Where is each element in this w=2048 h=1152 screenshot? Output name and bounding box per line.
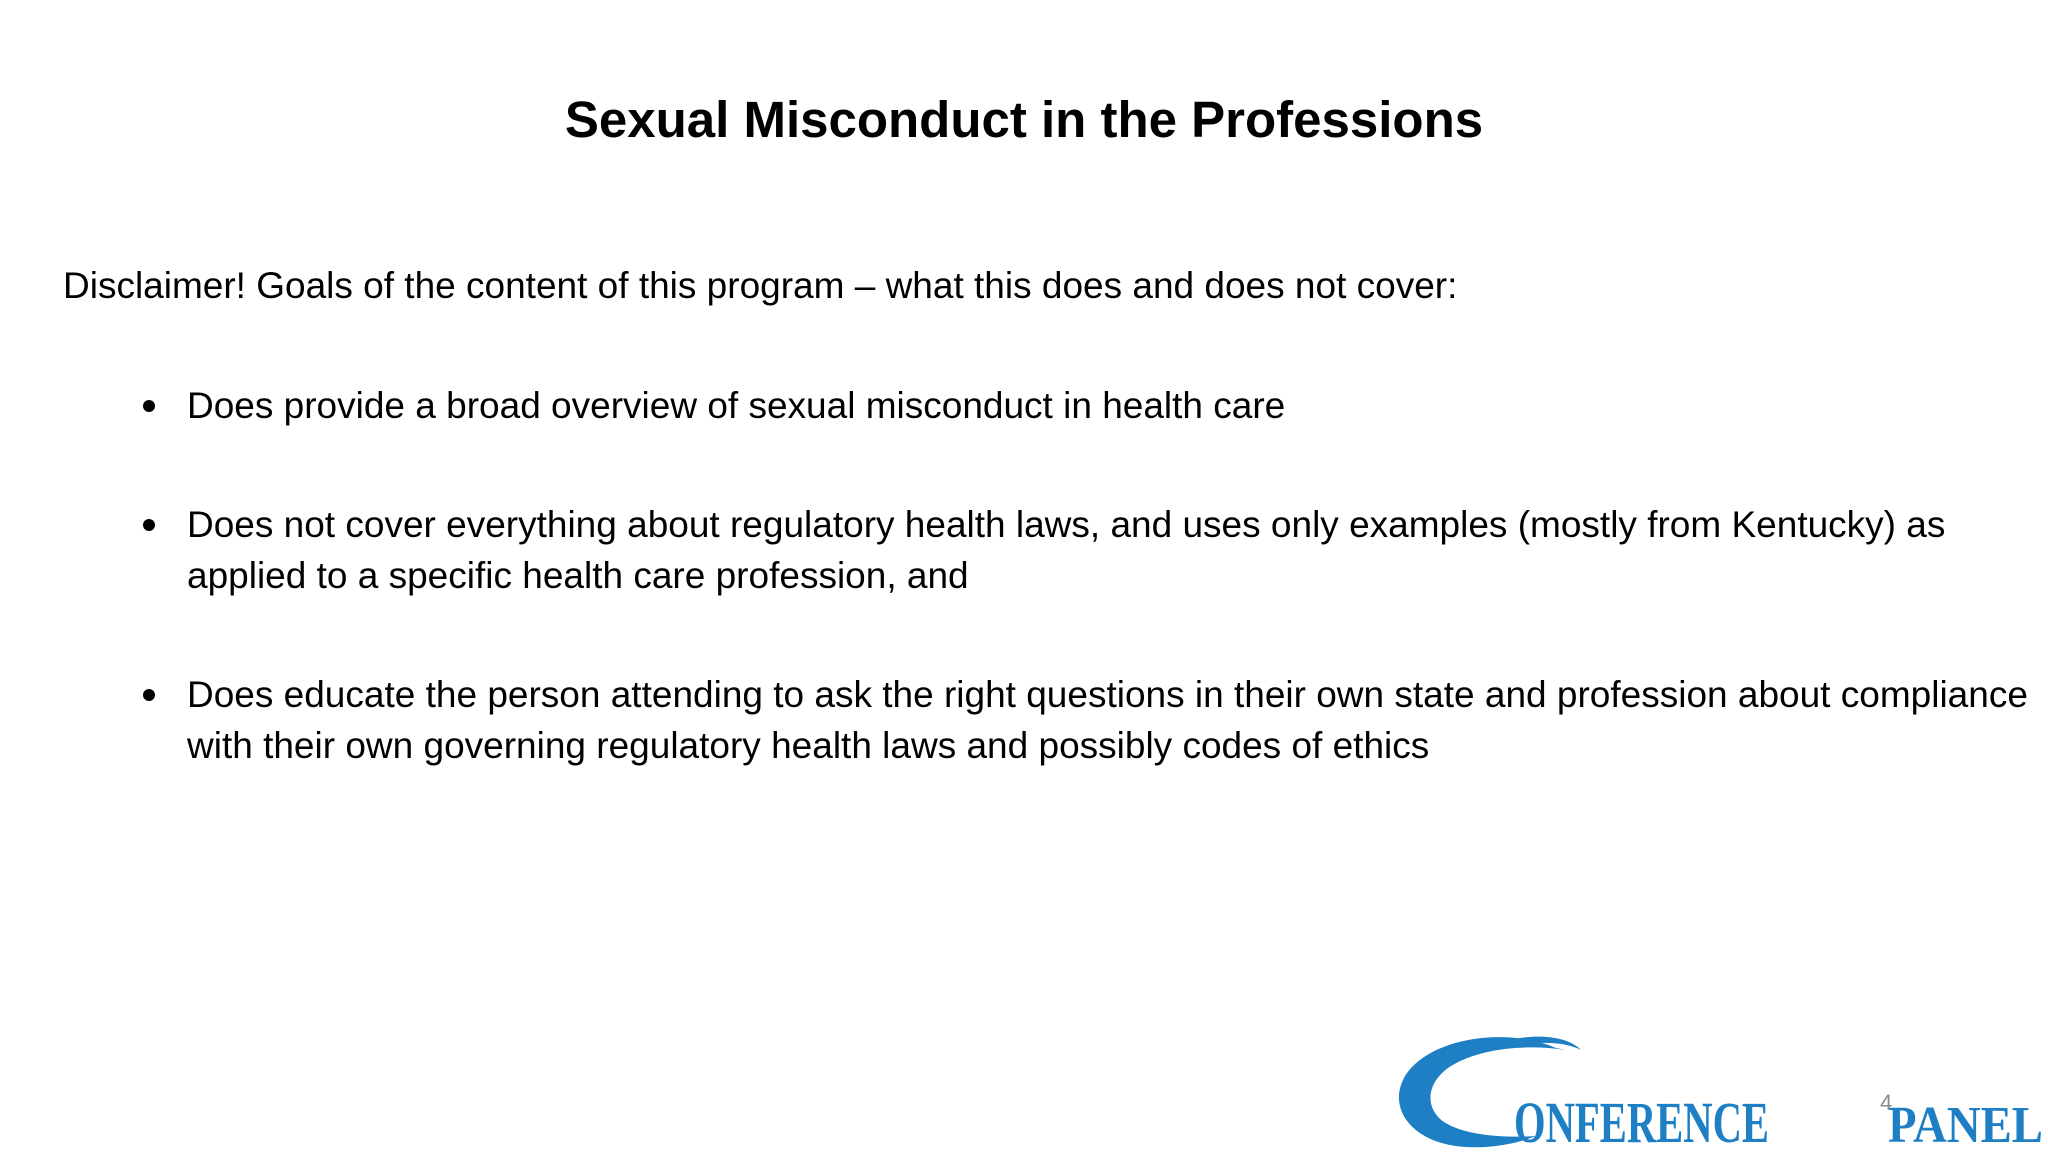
logo-word-conference: ONFERENCE — [1514, 1090, 1769, 1152]
logo-word-panel: PANEL — [1888, 1097, 2043, 1152]
bullet-text: Does not cover everything about regulatory health laws, and uses only examples (mostly from Kentucky) as applied to a specific health care profession, and — [187, 504, 1946, 596]
bullet-text: Does educate the person attending to ask the right questions in their own state and profession about compliance with their own governing regulatory health laws and possibly codes of ethics — [187, 674, 2028, 766]
bullet-item — [0, 669, 2048, 771]
slide-title: Sexual Misconduct in the Professions — [564, 91, 1484, 148]
bullet-item — [0, 380, 2048, 431]
bullet-text: Does provide a broad overview of sexual misconduct in health care — [187, 385, 1286, 426]
bullet-dot-icon — [143, 689, 155, 701]
conference-panel-logo — [1396, 1028, 2046, 1152]
bullet-dot-icon — [143, 519, 155, 531]
bullet-item — [0, 499, 2048, 601]
bullet-dot-icon — [143, 400, 155, 412]
bullet-list — [0, 380, 2048, 839]
disclaimer-intro: Disclaimer! Goals of the content of this program – what this does and does not cover: — [63, 265, 1458, 306]
page-number: 4 — [1880, 1090, 1893, 1115]
